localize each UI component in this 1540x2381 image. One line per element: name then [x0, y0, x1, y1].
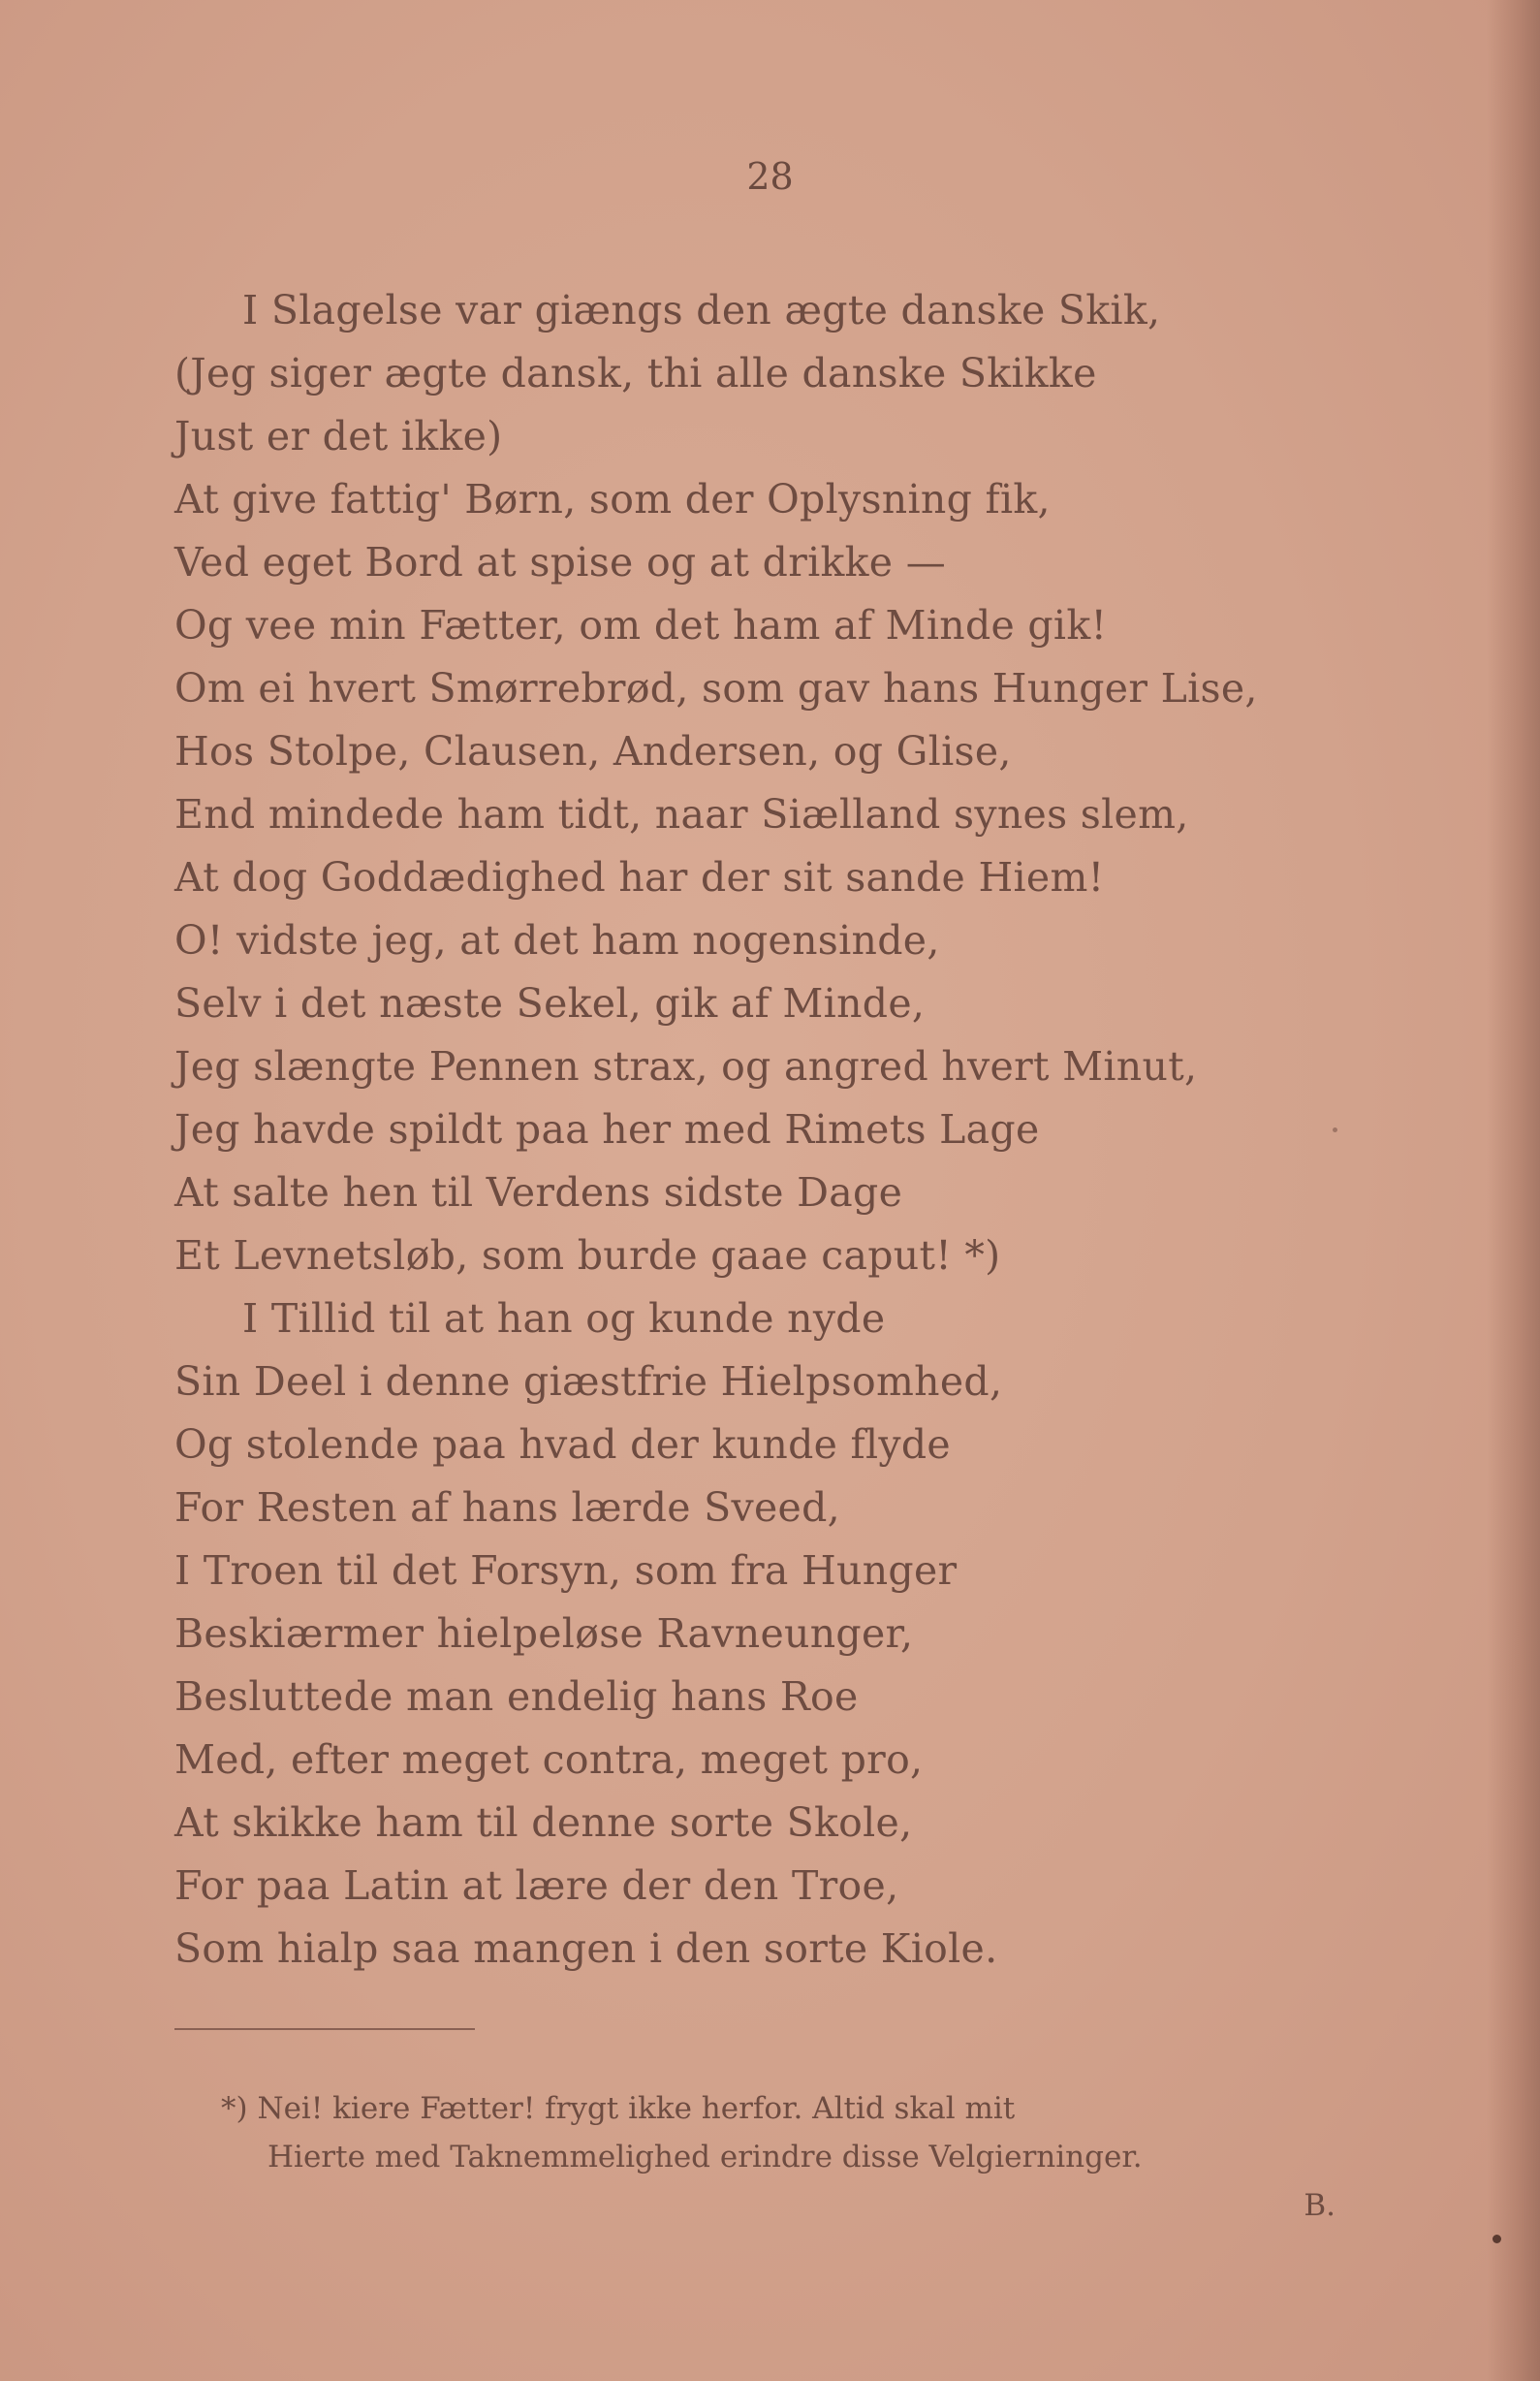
poem-line: Med, efter meget contra, meget pro, — [174, 1736, 924, 1783]
poem-line: Jeg havde spildt paa her med Rimets Lage — [174, 1106, 1040, 1153]
page-edge-shadow — [1487, 0, 1540, 2381]
poem-line: Hos Stolpe, Clausen, Andersen, og Glise, — [174, 728, 1012, 775]
poem-line: At dog Goddædighed har der sit sande Hiem! — [174, 854, 1105, 901]
poem-line: End mindede ham tidt, naar Siælland synes slem, — [174, 791, 1189, 838]
poem-line: O! vidste jeg, at det ham nogensinde, — [174, 917, 940, 964]
page-number: 28 — [746, 155, 794, 198]
poem-line: For paa Latin at lære der den Troe, — [174, 1862, 899, 1909]
ink-dot — [1493, 2235, 1501, 2243]
poem-line: I Slagelse var giængs den ægte danske Skik, — [242, 287, 1161, 333]
poem-line: Som hialp saa mangen i den sorte Kiole. — [174, 1925, 998, 1972]
poem-line: Jeg slængte Pennen strax, og angred hvert Minut, — [174, 1043, 1198, 1090]
poem-line: At skikke ham til denne sorte Skole, — [174, 1799, 913, 1846]
poem-text — [174, 279, 1434, 1981]
footnote-line: *) Nei! kiere Fætter! frygt ikke herfor. Altid skal mit — [221, 2091, 1016, 2126]
poem-line: Ved eget Bord at spise og at drikke — — [174, 539, 947, 586]
poem-line: At salte hen til Verdens sidste Dage — [174, 1169, 903, 1216]
poem-line: Beskiærmer hielpeløse Ravneunger, — [174, 1610, 914, 1657]
poem-line: I Tillid til at han og kunde nyde — [242, 1295, 886, 1342]
poem-line: At give fattig' Børn, som der Oplysning fik, — [174, 476, 1051, 523]
poem-line: Besluttede man endelig hans Roe — [174, 1673, 859, 1720]
footnote-line: Hierte med Taknemmelighed erindre disse Velgierninger. — [267, 2140, 1143, 2175]
footnote — [221, 2084, 1413, 2230]
poem-line: Sin Deel i denne giæstfrie Hielpsomhed, — [174, 1358, 1003, 1405]
poem-line: Selv i det næste Sekel, gik af Minde, — [174, 980, 926, 1027]
footnote-divider — [174, 2028, 475, 2030]
poem-line: For Resten af hans lærde Sveed, — [174, 1484, 841, 1531]
poem-line: I Troen til det Forsyn, som fra Hunger — [174, 1547, 958, 1594]
footnote-signature: B. — [1304, 2188, 1336, 2223]
poem-line: Og stolende paa hvad der kunde flyde — [174, 1421, 951, 1468]
stray-mark — [1333, 1127, 1337, 1132]
poem-line: Just er det ikke) — [174, 413, 503, 460]
poem-line: Og vee min Fætter, om det ham af Minde gik! — [174, 602, 1108, 649]
poem-line: (Jeg siger ægte dansk, thi alle danske Skikke — [174, 350, 1097, 397]
poem-line: Et Levnetsløb, som burde gaae caput! *) — [174, 1232, 1001, 1279]
poem-line: Om ei hvert Smørrebrød, som gav hans Hunger Lise, — [174, 665, 1258, 712]
